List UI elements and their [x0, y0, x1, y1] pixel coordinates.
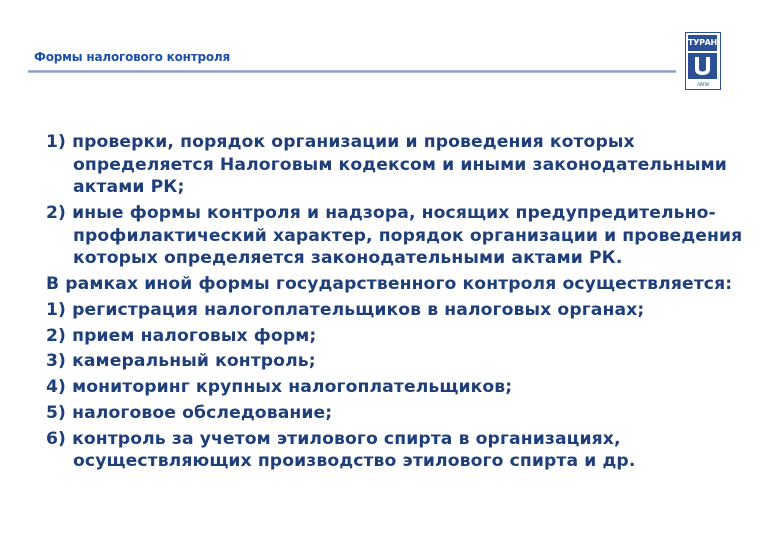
body-list: [46, 131, 746, 476]
list-item: 1) регистрация налогоплательщиков в налоговых органах;: [46, 299, 645, 320]
logo-bottom-text: АЙПИ: [697, 82, 709, 87]
list-item: 1) проверки, порядок организации и проведения которых определяется Налоговым кодексом и иными законодательными актами РК;: [46, 132, 727, 198]
list-item: 2) иные формы контроля и надзора, носящих предупредительно-профилактический характер, порядок организации и проведения которых определяется законодательными актами РК.: [46, 202, 743, 269]
title-divider: [28, 70, 676, 73]
list-item: 2) прием налоговых форм;: [46, 325, 317, 346]
list-item: В рамках иной формы государственного контроля осуществляется:: [46, 273, 733, 294]
list-item: 4) мониторинг крупных налогоплательщиков;: [46, 377, 513, 398]
slide-title: Формы налогового контроля: [34, 50, 231, 64]
logo-top-text: ТУРАН: [688, 35, 717, 51]
list-item: 6) контроль за учетом этилового спирта в организациях, осуществляющих производство этилового спирта и др.: [46, 428, 636, 472]
list-item: 5) налоговое обследование;: [46, 402, 333, 423]
turan-logo: [685, 32, 721, 90]
logo-u-emblem: [688, 53, 717, 79]
list-item: 3) камеральный контроль;: [46, 351, 316, 372]
